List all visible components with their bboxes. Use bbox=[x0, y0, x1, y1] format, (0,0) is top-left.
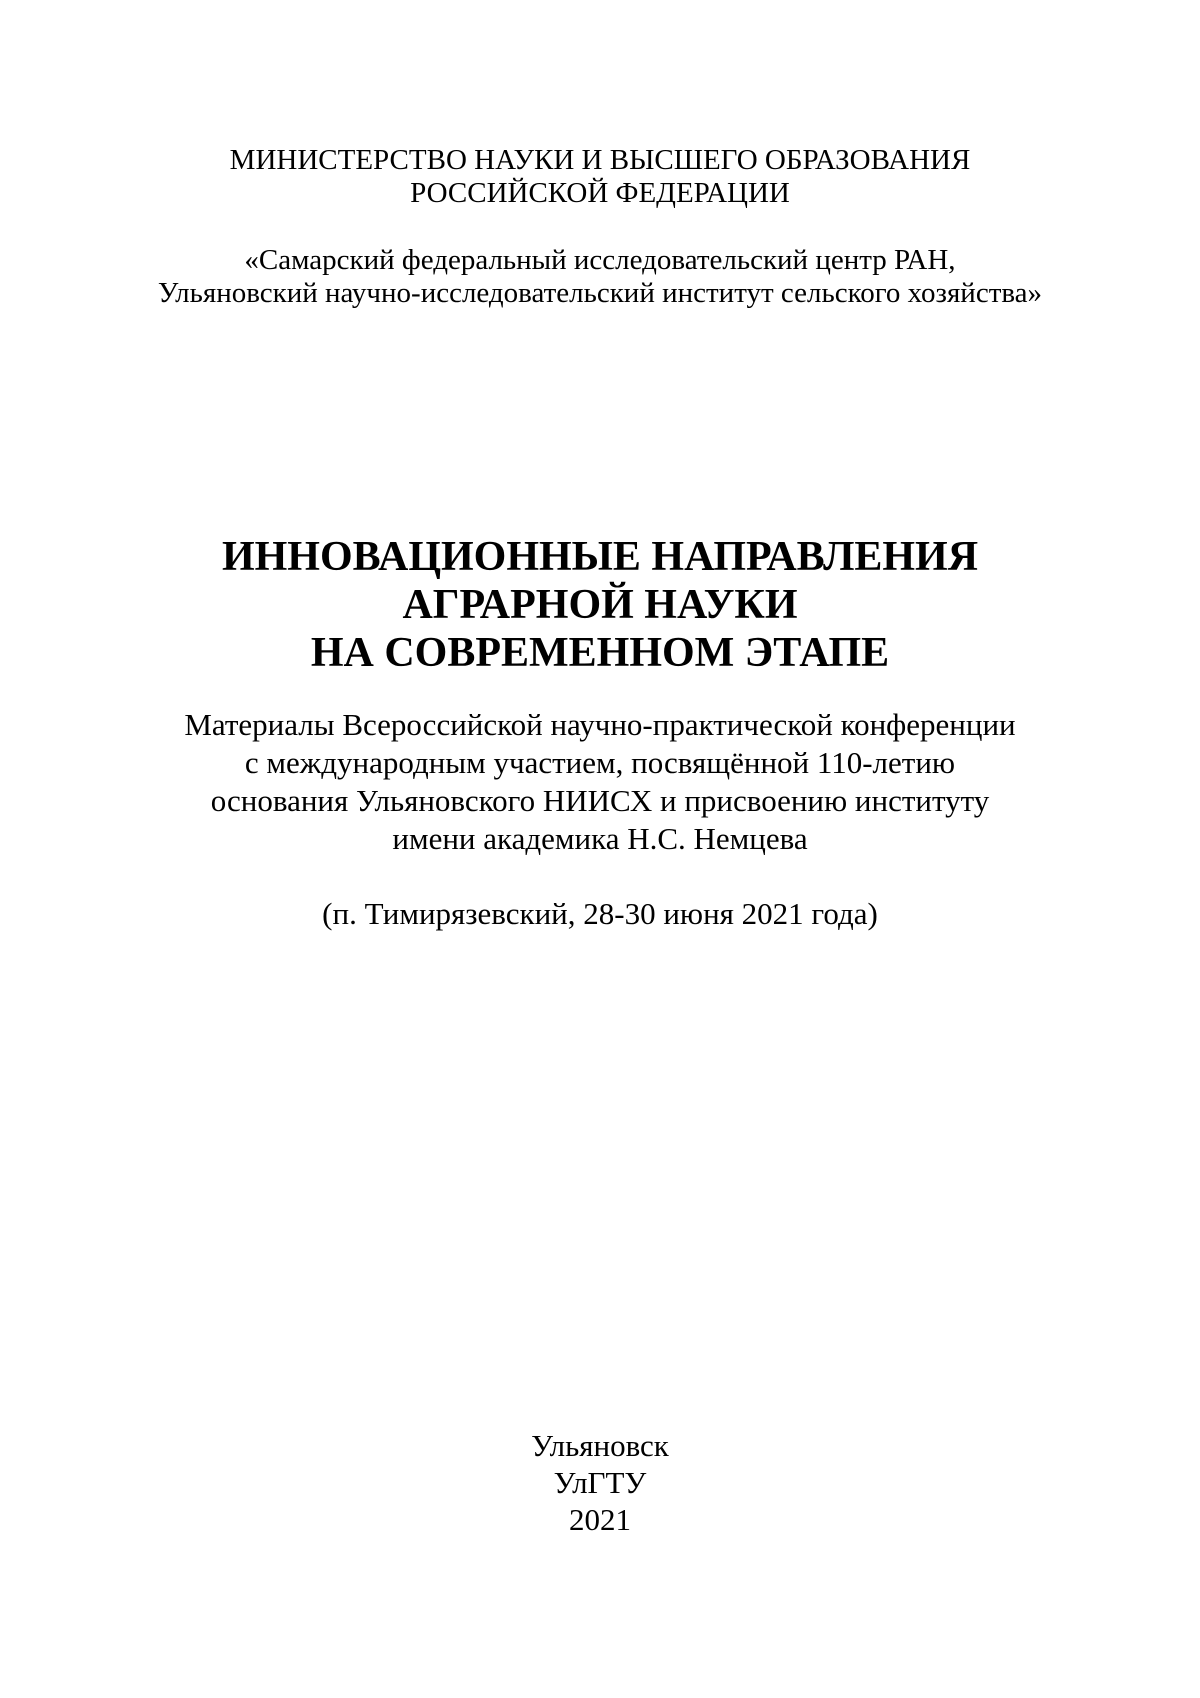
ministry-line-2: РОССИЙСКОЙ ФЕДЕРАЦИИ bbox=[410, 177, 790, 209]
subtitle-line-3: основания Ульяновского НИИСХ и присвоению институту bbox=[210, 783, 990, 818]
place-date-text: (п. Тимирязевский, 28-30 июня 2021 года) bbox=[322, 896, 878, 931]
institute-line-2: Ульяновский научно-исследовательский институт сельского хозяйства» bbox=[157, 277, 1043, 309]
document-subtitle bbox=[0, 706, 1200, 858]
institute-heading bbox=[0, 244, 1200, 310]
imprint-year: 2021 bbox=[569, 1502, 631, 1537]
subtitle-line-4: имени академика Н.С. Немцева bbox=[392, 821, 808, 856]
title-line-2: АГРАРНОЙ НАУКИ bbox=[402, 582, 798, 628]
title-line-3: НА СОВРЕМЕННОМ ЭТАПЕ bbox=[310, 630, 890, 676]
imprint bbox=[0, 1427, 1200, 1538]
subtitle-line-1: Материалы Всероссийской научно-практической конференции bbox=[184, 707, 1016, 742]
title-line-1: ИННОВАЦИОННЫЕ НАПРАВЛЕНИЯ bbox=[221, 534, 979, 580]
subtitle-line-2: с международным участием, посвящённой 110-летию bbox=[244, 745, 956, 780]
place-date bbox=[0, 895, 1200, 933]
imprint-publisher: УлГТУ bbox=[553, 1465, 647, 1500]
institute-line-1: «Самарский федеральный исследовательский центр РАН, bbox=[244, 244, 956, 276]
document-title bbox=[0, 533, 1200, 677]
ministry-line-1: МИНИСТЕРСТВО НАУКИ И ВЫСШЕГО ОБРАЗОВАНИЯ bbox=[229, 144, 971, 176]
ministry-heading bbox=[0, 144, 1200, 210]
imprint-city: Ульяновск bbox=[531, 1428, 669, 1463]
